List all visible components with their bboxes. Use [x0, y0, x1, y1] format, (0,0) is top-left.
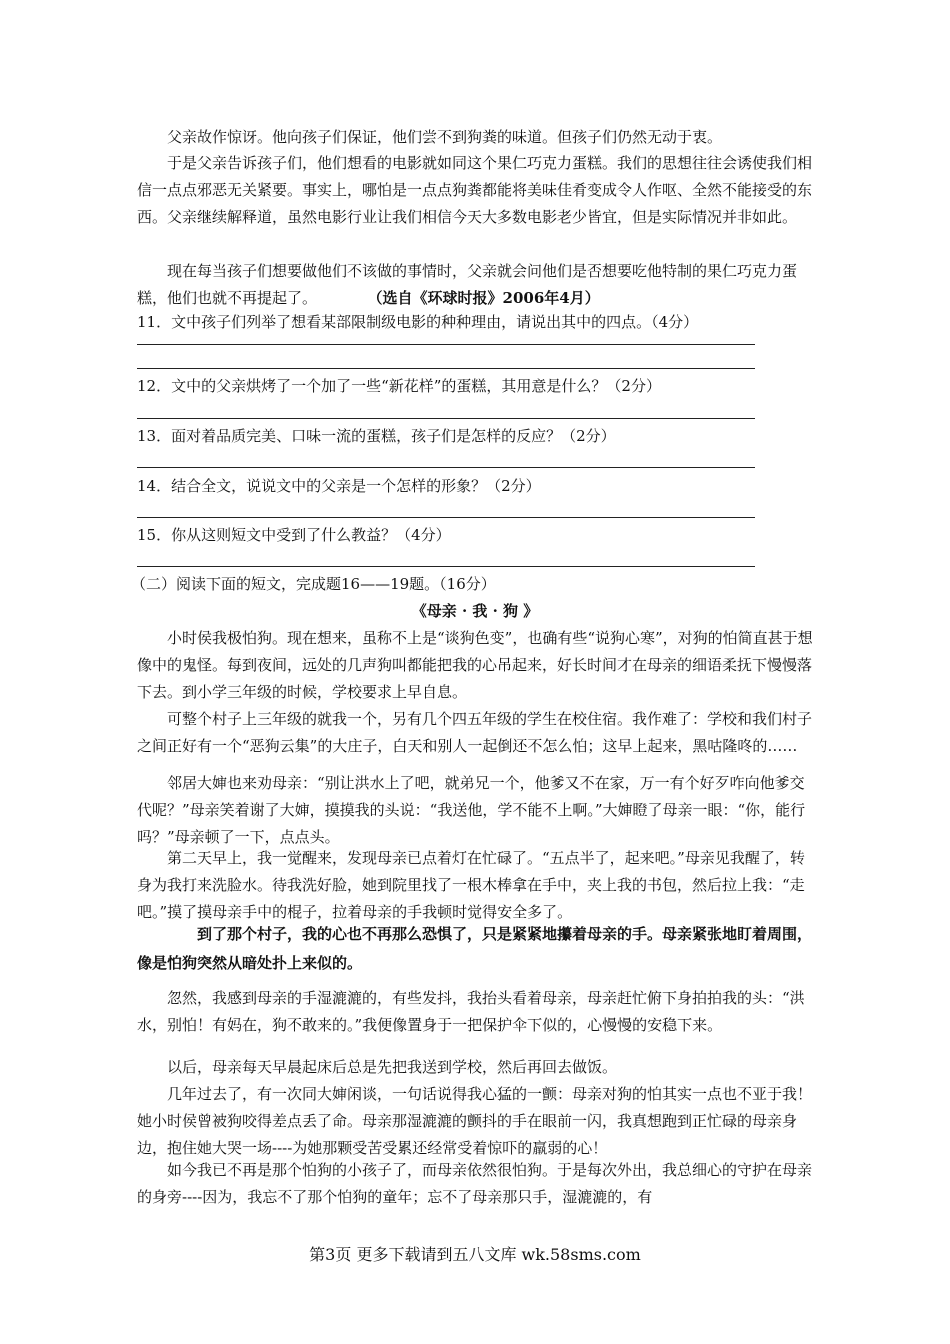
- question-15: 15．你从这则短文中受到了什么教益？（4分）: [137, 526, 451, 544]
- article-paragraph-8: 几年过去了，有一次同大婶闲谈，一句话说得我心猛的一颤：母亲对狗的怕其实一点也不亚于我！她小时侯曾被狗咬得差点丢了命。母亲那湿漉漉的颤抖的手在眼前一闪，我真想跑到正忙碌的母亲身边，抱住她大哭一场----为她那颗受苦受累还经常受着惊吓的羸弱的心！: [137, 1085, 813, 1157]
- section-2-intro: （二）阅读下面的短文，完成题16——19题。（16分）: [131, 575, 496, 593]
- answer-line: [137, 418, 755, 419]
- question-12: 12．文中的父亲烘烤了一个加了一些“新花样”的蛋糕，其用意是什么？（2分）: [137, 377, 661, 395]
- article-paragraph-2: 可整个村子上三年级的就我一个，另有几个四五年级的学生在校住宿。我作难了：学校和我们村子之间正好有一个“恶狗云集”的大庄子，白天和别人一起倒还不怎么怕；这早上起来，黑咕隆咚的……: [137, 710, 813, 755]
- article-paragraph-5-bold: 到了那个村子，我的心也不再那么恐惧了，只是紧紧地攥着母亲的手。母亲紧张地盯着周围，像是怕狗突然从暗处扑上来似的。: [137, 925, 813, 972]
- article-title: 《母亲 · 我 · 狗 》: [411, 602, 539, 620]
- answer-line: [137, 467, 755, 468]
- page-footer: 第3页 更多下载请到五八文库 wk.58sms.com: [309, 1245, 641, 1264]
- story-paragraph-1: 父亲故作惊讶。他向孩子们保证，他们尝不到狗粪的味道。但孩子们仍然无动于衷。: [167, 128, 723, 146]
- answer-line: [137, 368, 755, 369]
- story-paragraph-3-text: 现在每当孩子们想要做他们不该做的事情时，父亲就会问他们是否想要吃他特制的果仁巧克力蛋糕，他们也就不再提起了。: [137, 262, 798, 307]
- answer-line: [137, 566, 755, 567]
- article-paragraph-1: 小时侯我极怕狗。现在想来，虽称不上是“谈狗色变”，也确有些“说狗心寒”，对狗的怕简直甚于想像中的鬼怪。每到夜间，远处的几声狗叫都能把我的心吊起来，好长时间才在母亲的细语柔抚下慢慢落下去。到小学三年级的时候，学校要求上早自息。: [137, 629, 813, 701]
- article-paragraph-4: 第二天早上，我一觉醒来，发现母亲已点着灯在忙碌了。“五点半了，起来吧。”母亲见我醒了，转身为我打来洗脸水。待我洗好脸，她到院里找了一根木棒拿在手中，夹上我的书包，然后拉上我：“走吧。”摸了摸母亲手中的棍子，拉着母亲的手我顿时觉得安全多了。: [137, 849, 805, 921]
- question-13: 13．面对着品质完美、口味一流的蛋糕，孩子们是怎样的反应？（2分）: [137, 427, 616, 445]
- story-paragraph-2: 于是父亲告诉孩子们，他们想看的电影就如同这个果仁巧克力蛋糕。我们的思想往往会诱使我们相信一点点邪恶无关紧要。事实上，哪怕是一点点狗粪都能将美味佳肴变成令人作呕、全然不能接受的东西。父亲继续解释道，虽然电影行业让我们相信今天大多数电影老少皆宜，但是实际情况并非如此。: [137, 154, 813, 226]
- question-11: 11．文中孩子们列举了想看某部限制级电影的种种理由，请说出其中的四点。（4分）: [137, 313, 699, 331]
- article-paragraph-3: 邻居大婶也来劝母亲：“别让洪水上了吧，就弟兄一个，他爹又不在家，万一有个好歹咋向他爹交代呢？”母亲笑着谢了大婶，摸摸我的头说：“我送他，学不能不上啊。”大婶瞪了母亲一眼：“你，能行吗？”母亲顿了一下，点点头。: [137, 774, 806, 846]
- article-paragraph-9: 如今我已不再是那个怕狗的小孩子了，而母亲依然很怕狗。于是每次外出，我总细心的守护在母亲的身旁----因为，我忘不了那个怕狗的童年；忘不了母亲那只手，湿漉漉的，有: [137, 1161, 813, 1206]
- article-paragraph-7: 以后，母亲每天早晨起床后总是先把我送到学校，然后再回去做饭。: [167, 1058, 618, 1076]
- story-paragraph-3: [137, 258, 817, 312]
- question-14: 14．结合全文，说说文中的父亲是一个怎样的形象？（2分）: [137, 477, 541, 495]
- source-citation: （选自《环球时报》2006年4月）: [375, 289, 600, 307]
- answer-line: [137, 517, 755, 518]
- article-paragraph-6: 忽然，我感到母亲的手湿漉漉的，有些发抖，我抬头看着母亲，母亲赶忙俯下身拍拍我的头：“洪水，别怕！有妈在，狗不敢来的。”我便像置身于一把保护伞下似的，心慢慢的安稳下来。: [137, 989, 805, 1034]
- answer-line: [137, 344, 755, 345]
